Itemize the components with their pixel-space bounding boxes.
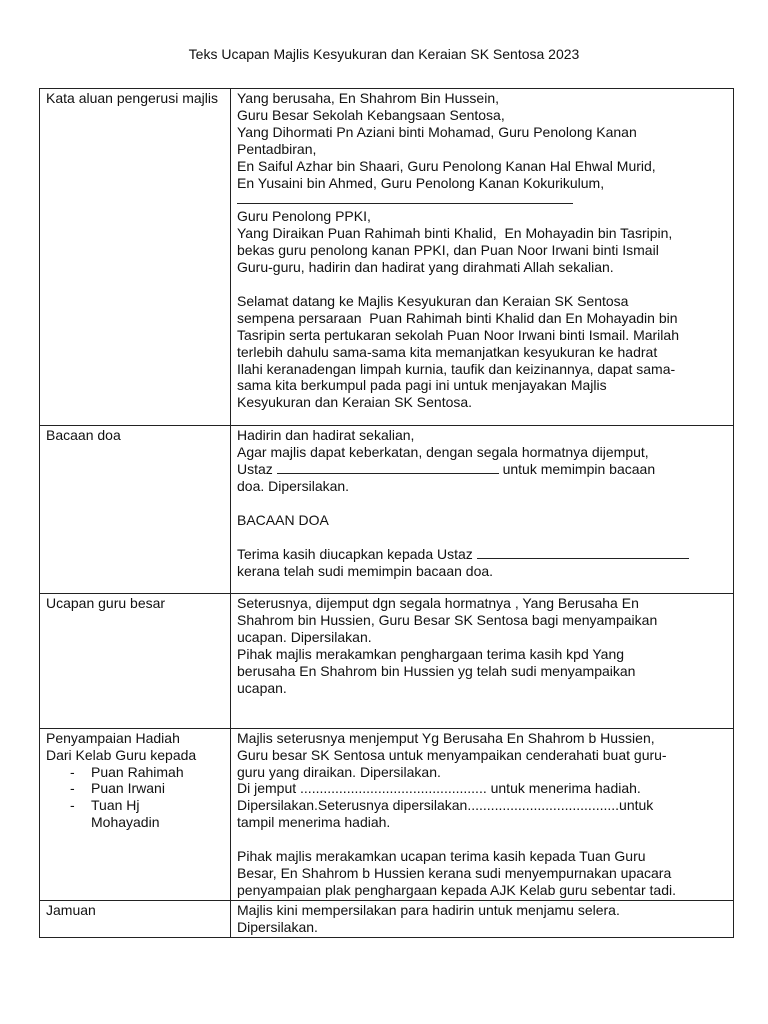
text-line: guru yang diraikan. Dipersilakan. xyxy=(237,763,441,780)
list-item-continuation: Mohayadin xyxy=(91,814,160,831)
text-line: Agar majlis dapat keberkatan, dengan segala hormatnya dijemput, xyxy=(237,444,649,461)
row-label: Jamuan xyxy=(46,901,96,918)
text-line: Selamat datang ke Majlis Kesyukuran dan Keraian SK Sentosa xyxy=(237,292,629,309)
text-line: bekas guru penolong kanan PPKI, dan Puan Noor Irwani binti Ismail xyxy=(237,242,659,259)
ustaz-line xyxy=(237,461,727,478)
row-content-ucapan-guru-besar xyxy=(231,594,734,728)
paragraph-gap xyxy=(237,276,727,293)
paragraph-gap xyxy=(237,831,727,848)
text-line: Majlis seterusnya menjemput Yg Berusaha En Shahrom b Hussien, xyxy=(237,729,655,746)
text-line: En Yusaini bin Ahmed, Guru Penolong Kanan Kokurikulum, xyxy=(237,174,605,191)
text-line: Pentadbiran, xyxy=(237,140,317,157)
text-line: Dipersilakan. xyxy=(237,918,318,935)
text-line: Pihak majlis merakamkan penghargaan terima kasih kpd Yang xyxy=(237,646,625,663)
paragraph-gap xyxy=(237,495,727,512)
text-line: Yang berusaha, En Shahrom Bin Hussein, xyxy=(237,90,500,106)
text-line: sama kita berkumpul pada pagi ini untuk menjayakan Majlis xyxy=(237,377,607,394)
text-line: Pihak majlis merakamkan ucapan terima kasih kepada Tuan Guru xyxy=(237,848,646,865)
text-line: Tasripin serta pertukaran sekolah Puan Noor Irwani binti Ismail. Marilah xyxy=(237,326,679,343)
row-label: Dari Kelab Guru kepada xyxy=(46,746,197,763)
text-fragment: Ustaz xyxy=(237,461,277,478)
row-content-bacaan-doa xyxy=(231,426,734,594)
row-label: Kata aluan pengerusi majlis xyxy=(46,90,218,106)
text-line: Guru besar SK Sentosa untuk menyampaikan cenderahati buat guru- xyxy=(237,746,667,763)
text-fragment: Terima kasih diucapkan kepada Ustaz xyxy=(237,545,477,562)
text-line: doa. Dipersilakan. xyxy=(237,478,350,495)
row-label: Ucapan guru besar xyxy=(46,595,166,612)
paragraph-gap xyxy=(237,529,727,546)
text-line: Majlis kini mempersilakan para hadirin untuk menjamu selera. xyxy=(237,901,620,918)
agenda-table xyxy=(39,88,734,938)
list-item: - Puan Rahimah xyxy=(46,764,224,781)
list-item: - Puan Irwani xyxy=(46,780,224,797)
row-label-penyampaian-hadiah xyxy=(40,728,231,900)
text-line: Besar, En Shahrom b Hussien kerana sudi menyempurnakan upacara xyxy=(237,864,672,881)
text-line: sempena persaraan Puan Rahimah binti Khalid dan En Mohayadin bin xyxy=(237,309,678,326)
text-line: ucapan. Dipersilakan. xyxy=(237,629,372,646)
text-line: terlebih dahulu sama-sama kita memanjatkan kesyukuran ke hadrat xyxy=(237,343,658,360)
row-content-jamuan xyxy=(231,900,734,937)
text-line: Seterusnya, dijemput dgn segala hormatnya , Yang Berusaha En xyxy=(237,595,639,612)
list-item: - Tuan Hj xyxy=(46,797,224,814)
text-line: berusaha En Shahrom bin Hussien yg telah sudi menyampaikan xyxy=(237,663,636,680)
text-line: Yang Diraikan Puan Rahimah binti Khalid, En Mohayadin bin Tasripin, xyxy=(237,225,673,242)
text-line: Guru Penolong PPKI, xyxy=(237,208,371,225)
text-line: ucapan. xyxy=(237,679,287,696)
row-label: Bacaan doa xyxy=(46,427,121,444)
fill-in-blank[interactable] xyxy=(477,546,689,559)
row-label-ucapan-guru-besar xyxy=(40,594,231,728)
text-line: tampil menerima hadiah. xyxy=(237,814,391,831)
row-label-kata-aluan xyxy=(40,89,231,426)
fill-in-blank[interactable] xyxy=(277,461,499,474)
text-line: Shahrom bin Hussien, Guru Besar SK Sentosa bagi menyampaikan xyxy=(237,612,658,629)
text-line: En Saiful Azhar bin Shaari, Guru Penolong Kanan Hal Ehwal Murid, xyxy=(237,157,656,174)
table-row xyxy=(40,728,734,900)
row-label-jamuan xyxy=(40,900,231,937)
text-line: Guru-guru, hadirin dan hadirat yang dirahmati Allah sekalian. xyxy=(237,259,614,276)
text-line: Di jemput ................................................ untuk menerima hadiah. xyxy=(237,780,641,797)
table-row xyxy=(40,89,734,426)
text-line: Dipersilakan.Seterusnya dipersilakan.......................................untuk xyxy=(237,797,654,814)
recipient-list xyxy=(46,764,224,815)
row-label: Penyampaian Hadiah xyxy=(46,729,180,746)
table-row xyxy=(40,594,734,728)
text-line: Ilahi keranadengan limpah kurnia, taufik dan keizinannya, dapat sama- xyxy=(237,360,676,377)
text-line: Yang Dihormati Pn Aziani binti Mohamad, Guru Penolong Kanan xyxy=(237,123,637,140)
table-row xyxy=(40,900,734,937)
text-line: kerana telah sudi memimpin bacaan doa. xyxy=(237,562,494,579)
row-label-bacaan-doa xyxy=(40,426,231,594)
table-row xyxy=(40,426,734,594)
paragraph-gap xyxy=(237,697,727,714)
text-line: Guru Besar Sekolah Kebangsaan Sentosa, xyxy=(237,106,505,123)
text-line: Hadirin dan hadirat sekalian, xyxy=(237,427,415,444)
section-heading: BACAAN DOA xyxy=(237,511,329,528)
document-title: Teks Ucapan Majlis Kesyukuran dan Keraian SK Sentosa 2023 xyxy=(188,46,580,62)
text-line: Kesyukuran dan Keraian SK Sentosa. xyxy=(237,394,473,411)
thanks-line xyxy=(237,546,727,563)
fill-in-blank[interactable] xyxy=(237,191,573,204)
row-content-penyampaian-hadiah xyxy=(231,728,734,900)
row-content-kata-aluan xyxy=(231,89,734,426)
text-line: penyampaian plak penghargaan kepada AJK Kelab guru sebentar tadi. xyxy=(237,881,676,898)
text-fragment: untuk memimpin bacaan xyxy=(498,461,656,478)
